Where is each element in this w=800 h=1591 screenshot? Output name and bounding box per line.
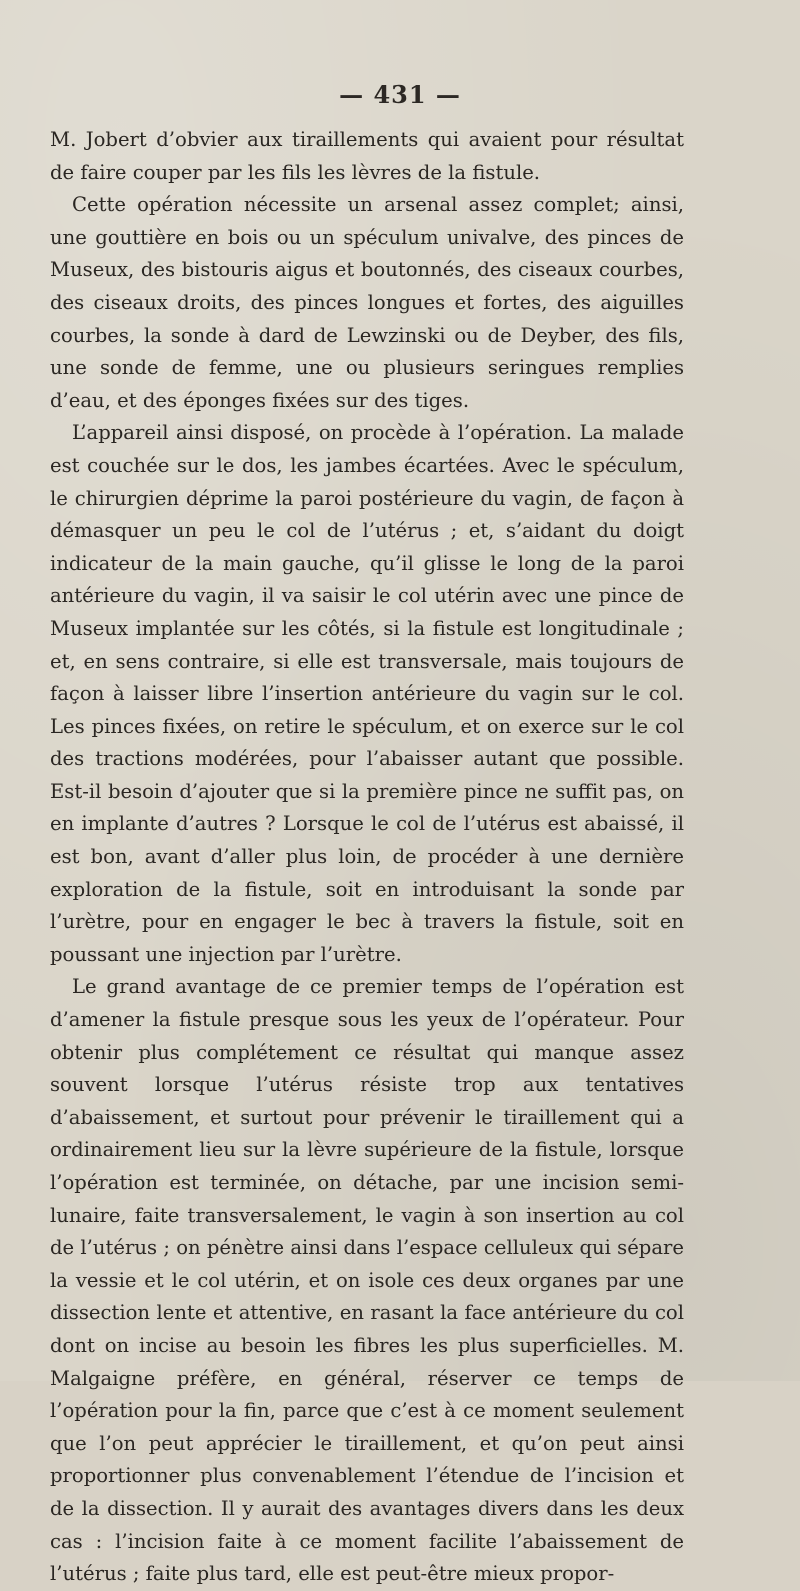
page-number: — 431 —: [339, 80, 461, 109]
body-text: [50, 124, 684, 1591]
paragraph-procedure: L’appareil ainsi disposé, on procède à l’opération. La malade est couchée sur le dos, les jambes écartées. Avec le spéculum, le chirurgien déprime la paroi postérieure du vagin, de façon à démasquer un peu le col de l’utérus ; et, s’aidant du doigt indicateur de la main gauche, qu’il glisse le long de la paroi antérieure du vagin, il va saisir le col utérin avec une pince de Museux implantée sur les côtés, si la fistule est longitudinale ; et, en sens contraire, si elle est transversale, mais toujours de façon à laisser libre l’insertion antérieure du vagin sur le col. Les pinces fixées, on retire le spéculum, et on exerce sur le col des tractions modérées, pour l’abaisser autant que possible. Est-il besoin d’ajouter que si la première pince ne suffit pas, on en implante d’autres ? Lorsque le col de l’utérus est abaissé, il est bon, avant d’aller plus loin, de procéder à une dernière exploration de la fistule, soit en introduisant la sonde par l’urètre, pour en engager le bec à travers la fistule, soit en poussant une injection par l’urètre.: [50, 421, 684, 966]
paragraph-continuation: M. Jobert d’obvier aux tiraillements qui avaient pour résultat de faire couper par les fils les lèvres de la fistule.: [50, 128, 684, 184]
paragraph-instruments: Cette opération nécessite un arsenal assez complet; ainsi, une gouttière en bois ou un spéculum univalve, des pinces de Museux, des bistouris aigus et boutonnés, des ciseaux courbes, des ciseaux droits, des pinces longues et fortes, des aiguilles courbes, la sonde à dard de Lewzinski ou de Deyber, des fils, une sonde de femme, une ou plusieurs seringues remplies d’eau, et des éponges fixées sur des tiges.: [50, 193, 684, 412]
paragraph-advantage: Le grand avantage de ce premier temps de l’opération est d’amener la fistule presque sous les yeux de l’opérateur. Pour obtenir plus complétement ce résultat qui manque assez souvent lorsque l’utérus résiste trop aux tentatives d’abaissement, et surtout pour prévenir le tiraillement qui a ordinairement lieu sur la lèvre supérieure de la fistule, lorsque l’opération est terminée, on détache, par une incision semi-lunaire, faite transversalement, le vagin à son insertion au col de l’utérus ; on pénètre ainsi dans l’espace celluleux qui sépare la vessie et le col utérin, et on isole ces deux organes par une dissection lente et attentive, en rasant la face antérieure du col dont on incise au besoin les fibres les plus superficielles. M. Malgaigne préfère, en général, réserver ce temps de l’opération pour la fin, parce que c’est à ce moment seulement que l’on peut apprécier le tiraillement, et qu’on peut ainsi proportionner plus convenablement l’étendue de l’incision et de la dissection. Il y aurait des avantages divers dans les deux cas : l’incision faite à ce moment facilite l’abaissement de l’utérus ; faite plus tard, elle est peut-être mieux propor-: [50, 975, 684, 1586]
